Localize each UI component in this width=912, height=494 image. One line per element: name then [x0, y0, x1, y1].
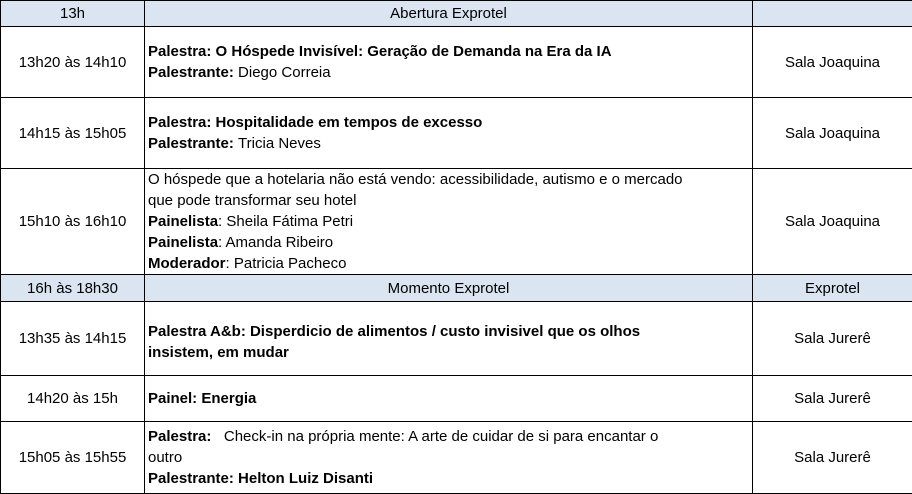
panelist-name: : Sheila Fátima Petri — [218, 213, 353, 230]
session-time: 13h20 às 14h10 — [1, 27, 145, 98]
session-title-line: insistem, em mudar — [148, 342, 749, 363]
moderator-label: Moderador — [148, 255, 226, 272]
table-row — [1, 27, 912, 98]
section-header-opening — [1, 1, 912, 27]
session-room: Sala Joaquina — [753, 169, 912, 275]
session-title-line: O hóspede que a hotelaria não está vendo: acessibilidade, autismo e o mercado — [148, 169, 749, 190]
session-time: 14h15 às 15h05 — [1, 98, 145, 169]
table-row — [1, 302, 912, 376]
table-row — [1, 422, 912, 494]
speaker-line: Palestrante: Helton Luiz Disanti — [148, 468, 749, 489]
session-description — [145, 302, 753, 376]
session-title: Painel: Energia — [145, 376, 753, 422]
speaker-name: Tricia Neves — [238, 135, 321, 152]
header-room: Exprotel — [753, 275, 912, 302]
session-title-line: Check-in na própria mente: A arte de cuidar de si para encantar o — [211, 428, 658, 445]
moderator-name: : Patricia Pacheco — [226, 255, 347, 272]
session-type-label: Palestra: — [148, 428, 211, 445]
section-header-moment — [1, 275, 912, 302]
header-room — [753, 1, 912, 27]
speaker-label: Palestrante: — [148, 135, 238, 152]
session-time: 13h35 às 14h15 — [1, 302, 145, 376]
session-room: Sala Joaquina — [753, 27, 912, 98]
session-title-line: que pode transformar seu hotel — [148, 190, 749, 211]
table-row — [1, 169, 912, 275]
session-time: 15h05 às 15h55 — [1, 422, 145, 494]
session-room: Sala Jurerê — [753, 376, 912, 422]
session-type-label: Palestra: — [148, 114, 216, 131]
panelist-label: Painelista — [148, 234, 218, 251]
session-description — [145, 422, 753, 494]
session-type-label: Palestra: — [148, 43, 216, 60]
speaker-name: Diego Correia — [238, 64, 331, 81]
panelist-name: : Amanda Ribeiro — [218, 234, 333, 251]
session-room: Sala Jurerê — [753, 302, 912, 376]
panelist-label: Painelista — [148, 213, 218, 230]
header-time: 16h às 18h30 — [1, 275, 145, 302]
table-row — [1, 98, 912, 169]
session-title-line: Palestra A&b: Disperdicio de alimentos / custo invisivel que os olhos — [148, 321, 749, 342]
session-room: Sala Joaquina — [753, 98, 912, 169]
header-title: Abertura Exprotel — [145, 1, 753, 27]
session-description — [145, 98, 753, 169]
session-time: 15h10 às 16h10 — [1, 169, 145, 275]
session-description — [145, 169, 753, 275]
session-time: 14h20 às 15h — [1, 376, 145, 422]
session-title-line: outro — [148, 447, 749, 468]
speaker-label: Palestrante: — [148, 64, 238, 81]
session-room: Sala Jurerê — [753, 422, 912, 494]
table-row — [1, 376, 912, 422]
header-title: Momento Exprotel — [145, 275, 753, 302]
session-title: Hospitalidade em tempos de excesso — [216, 114, 483, 131]
session-description — [145, 27, 753, 98]
header-time: 13h — [1, 1, 145, 27]
session-title: O Hóspede Invisível: Geração de Demanda na Era da IA — [216, 43, 612, 60]
